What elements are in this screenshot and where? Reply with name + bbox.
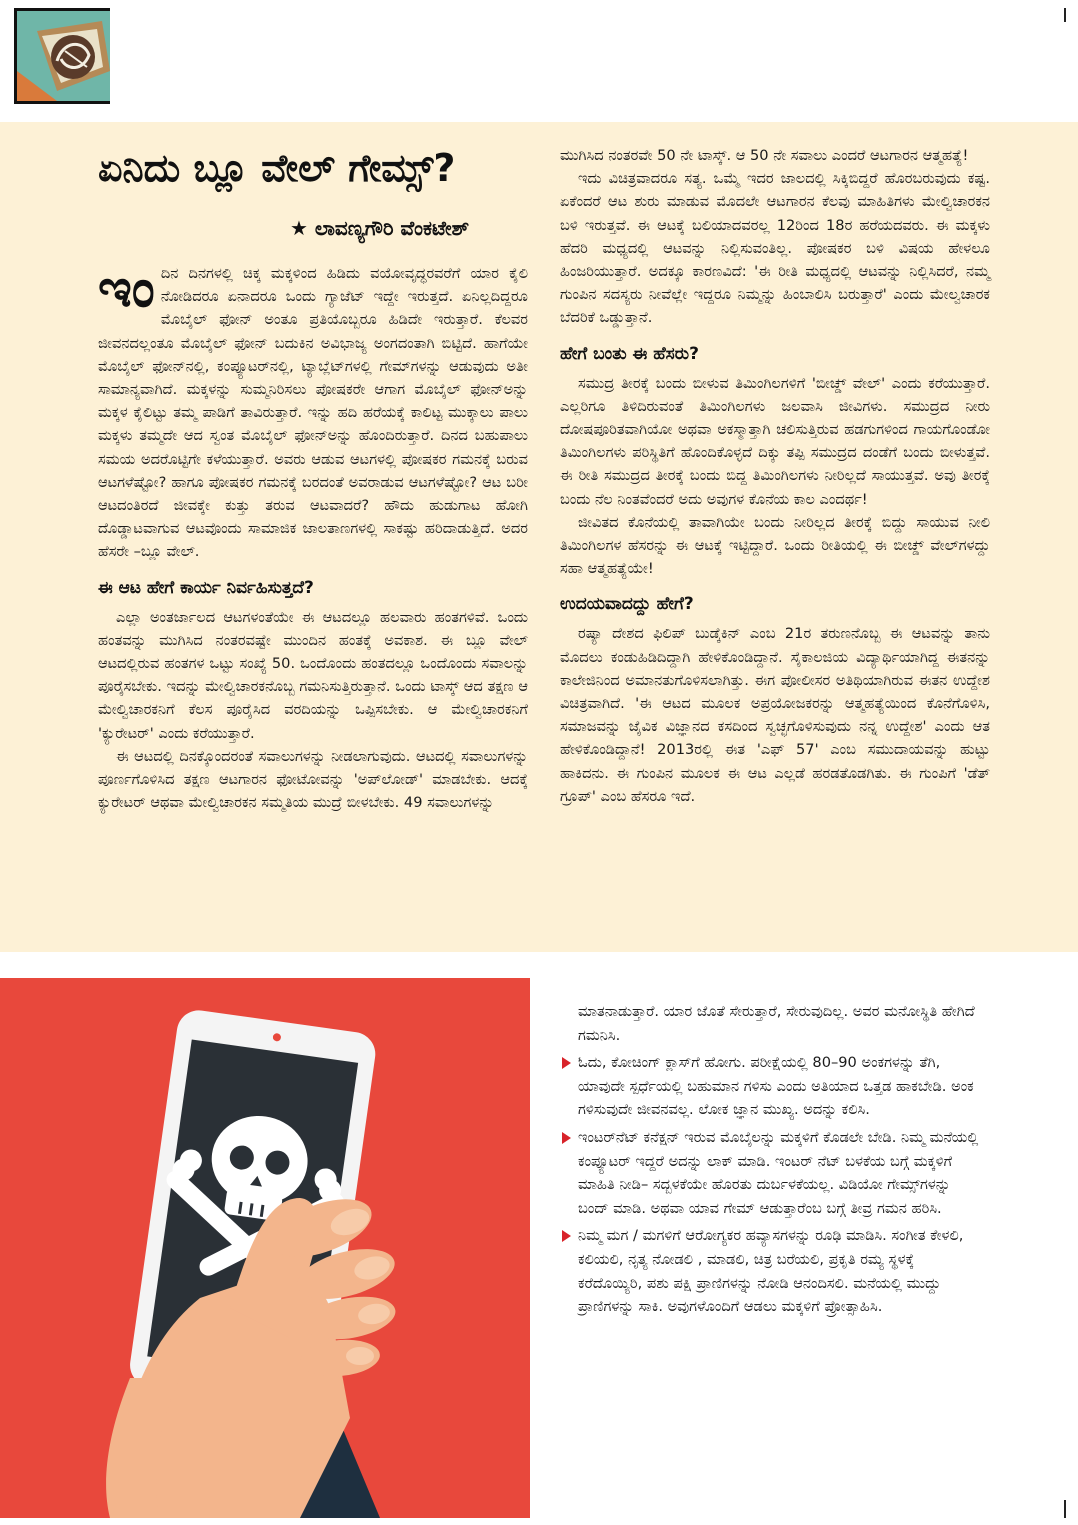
section-heading-origin: ಉದಯವಾದದ್ದು ಹೇಗೆ?: [560, 594, 694, 615]
bullet-arrow-icon: [562, 1132, 571, 1144]
section1-paragraph-2: ಈ ಆಟದಲ್ಲಿ ದಿನಕ್ಕೊಂದರಂತೆ ಸವಾಲುಗಳನ್ನು ನೀಡಲಾಗುವುದು. ಆಟದಲ್ಲಿ ಸವಾಲುಗಳನ್ನು ಪೂರ್ಣಗೊಳಿಸಿದ ತಕ್ಷಣ ಆಟಗಾರನ ಫೋಟೋವನ್ನು 'ಅಪ್‌ಲೋಡ್' ಮಾಡಬೇಕು. ಆದಕ್ಕೆ ಕ್ಯುರೇಟರ್ ಆಥವಾ ಮೇಲ್ವಿಚಾರಕನ ಸಮ್ಮತಿಯ ಮುದ್ರೆ ಬೀಳಬೇಕು. 49 ಸವಾಲುಗಳನ್ನು: [98, 747, 528, 812]
section-heading-name-origin: ಹೇಗೆ ಬಂತು ಈ ಹೆಸರು?: [560, 343, 699, 364]
tip-text: ಓದು, ಕೋಚಿಂಗ್ ಕ್ಲಾಸ್‌ಗೆ ಹೋಗು. ಪರೀಕ್ಷೆಯಲ್ಲಿ 80–90 ಅಂಕಗಳನ್ನು ತೆಗಿ, ಯಾವುದೇ ಸ್ಪರ್ಧೆಯಲ್ಲಿ ಬಹುಮಾನ ಗಳಿಸು ಎಂದು ಅತಿಯಾದ ಒತ್ತಡ ಹಾಕಬೇಡಿ. ಅಂಕ ಗಳಿಸುವುದೇ ಜೀವನವಲ್ಲ. ಲೋಕ ಜ್ಞಾನ ಮುಖ್ಯ. ಅದನ್ನು ಕಲಿಸಿ.: [578, 1054, 974, 1119]
crop-mark: [1064, 8, 1066, 22]
section3-paragraph-1: ರಷ್ಯಾ ದೇಶದ ಫಿಲಿಪ್ ಬುಡ್ಕೆಕಿನ್ ಎಂಬ 21ರ ತರುಣನೊಬ್ಬ ಈ ಆಟವನ್ನು ತಾನು ಮೊದಲು ಕಂಡುಹಿಡಿದಿದ್ದಾಗಿ ಹೇಳಿಕೊಂಡಿದ್ದಾನೆ. ಸೈಕಾಲಜಿಯ ವಿದ್ಯಾರ್ಥಿಯಾಗಿದ್ದ ಈತನನ್ನು ಕಾಲೇಜಿನಿಂದ ಅಮಾನತುಗೊಳಿಸಲಾಗಿತ್ತು. ಈಗ ಪೋಲೀಸರ ಅತಿಥಿಯಾಗಿರುವ ಈತನ ಉದ್ದೇಶ ವಿಚಿತ್ರವಾಗಿದೆ. 'ಈ ಆಟದ ಮೂಲಕ ಅಪ್ರಯೋಜಕರನ್ನು ಆತ್ಮಹತ್ಯೆಯಿಂದ ಕೊನೆಗೊಳಿಸಿ, ಸಮಾಜವನ್ನು ಜೈವಿಕ ವಿಜ್ಞಾನದ ಕಸದಿಂದ ಸ್ವಚ್ಛಗೊಳಿಸುವುದು ನನ್ನ ಉದ್ದೇಶ' ಎಂದು ಆತ ಹೇಳಿಕೊಂಡಿದ್ದಾನೆ! 2013ರಲ್ಲಿ ಈತ 'ಎಫ್ 57' ಎಂಬ ಸಮುದಾಯವನ್ನು ಹುಟ್ಟು ಹಾಕಿದನು. ಈ ಗುಂಪಿನ ಮೂಲಕ ಈ ಆಟ ಎಲ್ಲಡೆ ಹರಡತೊಡಗಿತು. ಈ ಗುಂಪಿಗೆ 'ಡೆತ್ ಗ್ರೂಪ್' ಎಂಬ ಹೆಸರೂ ಇದೆ.: [560, 625, 990, 805]
crop-mark: [1064, 1500, 1066, 1518]
list-item: [562, 1051, 982, 1122]
section1-body: [98, 606, 528, 815]
section2-paragraph-1: ಸಮುದ್ರ ತೀರಕ್ಕೆ ಬಂದು ಬೀಳುವ ತಿಮಿಂಗಿಲಗಳಿಗೆ 'ಬೀಚ್ಡ್ ವೇಲ್' ಎಂದು ಕರೆಯುತ್ತಾರೆ. ಎಲ್ಲರಿಗೂ ತಿಳಿದಿರುವಂತೆ ತಿಮಿಂಗಿಲಗಳು ಜಲವಾಸಿ ಜೀವಿಗಳು. ಸಮುದ್ರದ ನೀರು ದೋಷಪೂರಿತವಾಗಿಯೋ ಅಥವಾ ಅಕಸ್ಮಾತ್ತಾಗಿ ಚಲಿಸುತ್ತಿರುವ ಹಡಗುಗಳಿಂದ ಗಾಯಗೊಂಡೋ ತಿಮಿಂಗಿಲಗಳು ಪರಿಸ್ಥಿತಿಗೆ ಹೊಂದಿಕೊಳ್ಳದೆ ದಿಕ್ಕು ತಪ್ಪಿ ಸಮುದ್ರದ ದಂಡೆಗೆ ಬಂದು ಬೀಳುತ್ತವೆ. ಈ ರೀತಿ ಸಮುದ್ರದ ತೀರಕ್ಕೆ ಬಂದು ಬಿದ್ದ ತಿಮಿಂಗಿಲಗಳು ನೀರಿಲ್ಲದೆ ಸಾಯುತ್ತವೆ. ಅವು ತೀರಕ್ಕೆ ಬಂದು ನೆಲ ನಿಂತವೆಂದರೆ ಅದು ಅವುಗಳ ಕೊನೆಯ ಕಾಲ ಎಂದರ್ಥ!: [560, 374, 990, 508]
tip-text: ನಿಮ್ಮ ಮಗ / ಮಗಳಿಗೆ ಆರೋಗ್ಯಕರ ಹವ್ಯಾಸಗಳನ್ನು ರೂಢಿ ಮಾಡಿಸಿ. ಸಂಗೀತ ಕೇಳಲಿ, ಕಲಿಯಲಿ, ನೃತ್ಯ ನೋಡಲಿ , ಮಾಡಲಿ, ಚಿತ್ರ ಬರೆಯಲಿ, ಪ್ರಕೃತಿ ರಮ್ಯ ಸ್ಥಳಕ್ಕೆ ಕರೆದೊಯ್ಯಿರಿ, ಪಶು ಪಕ್ಷಿ ಪ್ರಾಣಿಗಳನ್ನು ನೋಡಿ ಆನಂದಿಸಲಿ. ಮನೆಯಲ್ಲಿ ಮುದ್ದು ಪ್ರಾಣಿಗಳನ್ನು ಸಾಕಿ. ಅವುಗಳೊಂದಿಗೆ ಆಡಲು ಮಕ್ಕಳಿಗೆ ಪ್ರೋತ್ಸಾಹಿಸಿ.: [578, 1227, 964, 1316]
section2-body: [560, 372, 990, 581]
publication-logo: [14, 8, 110, 104]
right-column: [560, 144, 990, 808]
right-paragraph-1: ಇದು ವಿಚಿತ್ರವಾದರೂ ಸತ್ಯ. ಒಮ್ಮೆ ಇದರ ಜಾಲದಲ್ಲಿ ಸಿಕ್ಕಿಬಿದ್ದರೆ ಹೊರಬರುವುದು ಕಷ್ಟ. ಏಕೆಂದರೆ ಆಟ ಶುರು ಮಾಡುವ ಮೊದಲೇ ಆಟಗಾರನ ಕೆಲವು ಮಾಹಿತಿಗಳು ಮೇಲ್ವಿಚಾರಕನ ಬಳಿ ಇರುತ್ತವೆ. ಈ ಆಟಕ್ಕೆ ಬಲಿಯಾದವರಲ್ಲ 12ರಿಂದ 18ರ ಹರೆಯದವರು. ಈ ಮಕ್ಕಳು ಹೆದರಿ ಮಧ್ಯದಲ್ಲಿ ಆಟವನ್ನು ನಿಲ್ಲಿಸುವಂತಿಲ್ಲ. ಪೋಷಕರ ಬಳಿ ವಿಷಯ ಹೇಳಲೂ ಹಿಂಜರಿಯುತ್ತಾರೆ. ಅದಕ್ಕೂ ಕಾರಣವಿದೆ: 'ಈ ರೀತಿ ಮಧ್ಯದಲ್ಲಿ ಆಟವನ್ನು ನಿಲ್ಲಿಸಿದರೆ, ನಮ್ಮ ಗುಂಪಿನ ಸದಸ್ಯರು ನೀವೆಲ್ಲೇ ಇದ್ದರೂ ನಿಮ್ಮನ್ನು ಹಿಂಬಾಲಿಸಿ ಬರುತ್ತಾರೆ' ಎಂದು ಮೇಲ್ವಚಾರಕ ಬೆದರಿಕೆ ಒಡ್ಡುತ್ತಾನೆ.: [560, 170, 990, 327]
article-section: [0, 122, 1078, 952]
bullet-arrow-icon: [562, 1230, 571, 1242]
section1-paragraph-1: ಎಲ್ಲಾ ಅಂತರ್ಜಾಲದ ಆಟಗಳಂತೆಯೇ ಈ ಆಟದಲ್ಲೂ ಹಲವಾರು ಹಂತಗಳಿವೆ. ಒಂದು ಹಂತವನ್ನು ಮುಗಿಸಿದ ನಂತರವಷ್ಟೇ ಮುಂದಿನ ಹಂತಕ್ಕೆ ಅವಕಾಶ. ಈ ಬ್ಲೂ ವೇಲ್ ಆಟದಲ್ಲಿರುವ ಹಂತಗಳ ಒಟ್ಟು ಸಂಖ್ಯೆ 50. ಒಂದೊಂದು ಹಂತದಲ್ಲೂ ಒಂದೊಂದು ಸವಾಲನ್ನು ಪೂರೈಸಬೇಕು. ಇದನ್ನು ಮೇಲ್ವಿಚಾರಕನೊಬ್ಬ ಗಮನಿಸುತ್ತಿರುತ್ತಾನೆ. ಒಂದು ಟಾಸ್ಕ್ ಆದ ತಕ್ಷಣ ಆ ಮೇಲ್ವಿಚಾರಕನಿಗೆ ಕೆಲಸ ಪೂರೈಸಿದ ವರದಿಯನ್ನು ಒಪ್ಪಿಸಬೇಕು. ಆ ಮೇಲ್ವಿಚಾರಕನಿಗೆ 'ಕ್ಯುರೇಟರ್' ಎಂದು ಕರೆಯುತ್ತಾರೆ.: [98, 608, 528, 742]
right-body: [560, 144, 990, 330]
dropcap: ಇಂ: [98, 259, 155, 319]
article-title: ಏನಿದು ಬ್ಲೂ ವೇಲ್ ಗೇಮ್ಸ್?: [98, 146, 456, 190]
tips-lead: ಮಾತನಾಡುತ್ತಾರೆ. ಯಾರ ಜೊತೆ ಸೇರುತ್ತಾರೆ, ಸೇರುವುದಿಲ್ಲ. ಅವರ ಮನೋಸ್ಥಿತಿ ಹೇಗಿದೆ ಗಮನಿಸಿ.: [578, 1003, 975, 1044]
hand-holding-phone-skull-crossbones-icon: [0, 978, 530, 1518]
left-column: [98, 259, 528, 814]
section3-body: [560, 622, 990, 808]
article-author: ★ ಲಾವಣ್ಯಗೌರಿ ವೆಂಕಟೇಶ್: [290, 216, 470, 240]
tip-text: ಇಂಟರ್‌ನೆಟ್ ಕನೆಕ್ಷನ್ ಇರುವ ಮೊಬೈಲನ್ನು ಮಕ್ಕಳಿಗೆ ಕೊಡಲೇ ಬೇಡಿ. ನಿಮ್ಮ ಮನೆಯಲ್ಲಿ ಕಂಪ್ಯೂಟರ್ ಇದ್ದರೆ ಅದನ್ನು ಲಾಕ್ ಮಾಡಿ. ಇಂಟರ್ ನೆಟ್ ಬಳಕೆಯ ಬಗ್ಗೆ ಮಕ್ಕಳಿಗೆ ಮಾಹಿತಿ ನೀಡಿ– ಸದ್ಬಳಕೆಯೇ ಹೊರತು ದುರ್ಬಳಕೆಯಲ್ಲ. ವಿಡಿಯೋ ಗೇಮ್ಸ್‌ಗಳನ್ನು ಬಂದ್ ಮಾಡಿ. ಅಥವಾ ಯಾವ ಗೇಮ್ ಆಡುತ್ತಾರೆಂಬ ಬಗ್ಗೆ ತೀವ್ರ ಗಮನ ಹರಿಸಿ.: [578, 1128, 979, 1217]
section-heading-how-it-works: ಈ ಆಟ ಹೇಗೆ ಕಾರ್ಯ ನಿರ್ವಹಿಸುತ್ತದೆ?: [98, 577, 314, 598]
right-paragraph-0: ಮುಗಿಸಿದ ನಂತರವೇ 50 ನೇ ಟಾಸ್ಕ್. ಆ 50 ನೇ ಸವಾಲು ಎಂದರೆ ಆಟಗಾರನ ಆತ್ಮಹತ್ಯೆ!: [560, 147, 969, 164]
bullet-arrow-icon: [562, 1057, 571, 1069]
list-item: [562, 1224, 982, 1318]
tips-list: [562, 1000, 982, 1323]
intro-text: ದಿನ ದಿನಗಳಲ್ಲಿ ಚಿಕ್ಕ ಮಕ್ಕಳಿಂದ ಹಿಡಿದು ವಯೋವೃದ್ಧರವರೆಗೆ ಯಾರ ಕೈಲಿ ನೋಡಿದರೂ ಏನಾದರೂ ಒಂದು ಗ್ಯಾಜೆಟ್ ಇದ್ದೇ ಇರುತ್ತದೆ. ಏನಿಲ್ಲದಿದ್ದರೂ ಮೊಬೈಲ್ ಫೋನ್ ಅಂತೂ ಪ್ರತಿಯೊಬ್ಬರೂ ಹಿಡಿದೇ ಇರುತ್ತಾರೆ. ಕೆಲವರ ಜೀವನದಲ್ಲಂತೂ ಮೊಬೈಲ್ ಫೋನ್ ಬದುಕಿನ ಅವಿಭಾಜ್ಯ ಅಂಗದಂತಾಗಿ ಬಿಟ್ಟಿದೆ. ಹಾಗೆಯೇ ಮೊಬೈಲ್ ಫೋನ್‌ನಲ್ಲಿ, ಕಂಪ್ಯೂಟರ್‌ನಲ್ಲಿ, ಟ್ಯಾಬ್ಲೆಟ್‌ಗಳಲ್ಲಿ ಗೇಮ್‌ಗಳನ್ನು ಆಡುವುದು ಅತೀ ಸಾಮಾನ್ಯವಾಗಿದೆ. ಮಕ್ಕಳನ್ನು ಸುಮ್ಮನಿರಿಸಲು ಪೋಷಕರೇ ಆಗಾಗ ಮೊಬೈಲ್ ಫೋನ್‌ಅನ್ನು ಮಕ್ಕಳ ಕೈಲಿಟ್ಟು ತಮ್ಮ ಪಾಡಿಗೆ ತಾವಿರುತ್ತಾರೆ. ಇನ್ನು ಹದಿ ಹರೆಯಕ್ಕೆ ಕಾಲಿಟ್ಟ ಮುಕ್ಕಾಲು ಪಾಲು ಮಕ್ಕಳು ತಮ್ಮದೇ ಆದ ಸ್ವಂತ ಮೊಬೈಲ್ ಫೋನ್‌ಅನ್ನು ಹೊಂದಿರುತ್ತಾರೆ. ದಿನದ ಬಹುಪಾಲು ಸಮಯ ಅದರೊಟ್ಟಿಗೇ ಕಳೆಯುತ್ತಾರೆ. ಅವರು ಆಡುವ ಆಟಗಳಲ್ಲಿ ಪೋಷಕರ ಗಮನಕ್ಕೆ ಬರುವ ಆಟಗಳೆಷ್ಟೋ? ಹಾಗೂ ಪೋಷಕರ ಗಮನಕ್ಕೆ ಬರದಂತೆ ಅವರಾಡುವ ಆಟಗಳೆಷ್ಟೋ? ಆಟ ಬರೀ ಆಟದಂತಿರದೆ ಜೀವಕ್ಕೇ ಕುತ್ತು ತರುವ ಆಟವಾದರೆ? ಹೌದು ಹುಡುಗಾಟ ಹೋಗಿ ದೊಡ್ಡಾಟವಾಗುವ ಆಟವೊಂದು ಸಾಮಾಜಿಕ ಜಾಲತಾಣಗಳಲ್ಲಿ ಸಾಕಷ್ಟು ಹರಿದಾಡುತ್ತಿದೆ. ಅದರ ಹೆಸರೇ –ಬ್ಲೂ ವೇಲ್.: [98, 265, 528, 561]
list-item: [562, 1126, 982, 1220]
section2-paragraph-2: ಜೀವಿತದ ಕೊನೆಯಲ್ಲಿ ತಾವಾಗಿಯೇ ಬಂದು ನೀರಿಲ್ಲದ ತೀರಕ್ಕೆ ಬಿದ್ದು ಸಾಯುವ ನೀಲಿ ತಿಮಿಂಗಿಲಗಳ ಹೆಸರನ್ನು ಈ ಆಟಕ್ಕೆ ಇಟ್ಟಿದ್ದಾರೆ. ಒಂದು ರೀತಿಯಲ್ಲಿ ಈ ಬೀಚ್ಡ್ ವೇಲ್‌ಗಳದ್ದು ಸಹಾ ಆತ್ಮಹತ್ಯೆಯೇ!: [560, 513, 990, 578]
illustration-panel: [0, 978, 530, 1518]
intro-paragraph: [98, 259, 528, 564]
